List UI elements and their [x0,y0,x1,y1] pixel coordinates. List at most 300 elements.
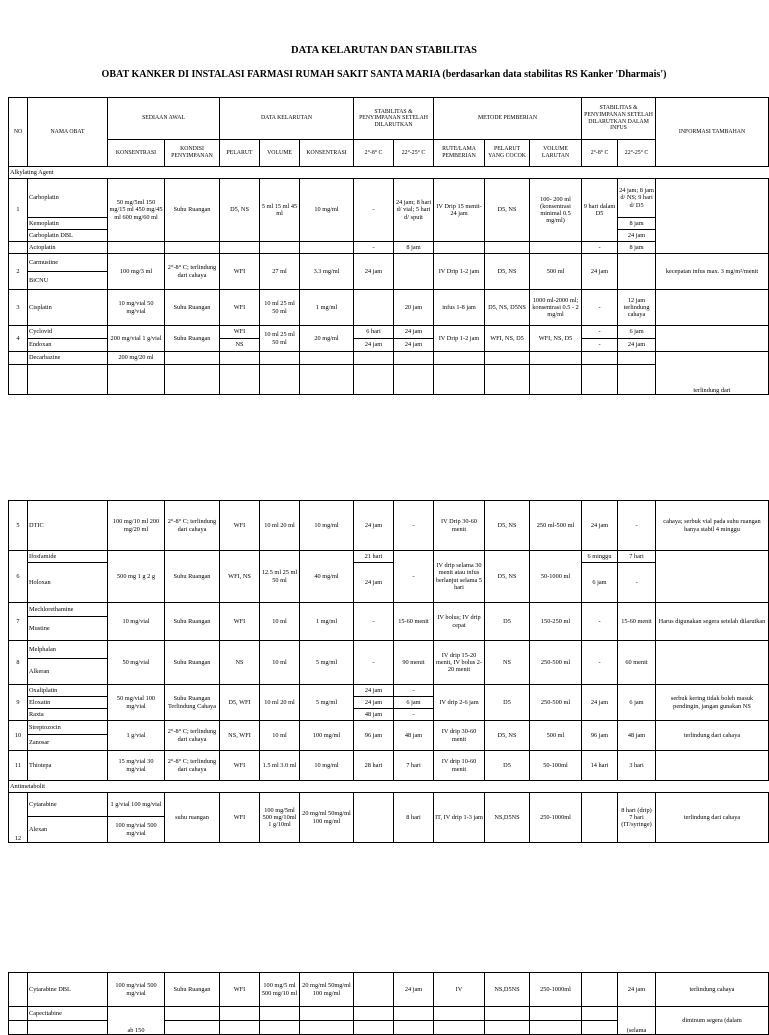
table-cell [220,1021,260,1035]
table-cell [656,551,769,603]
table-cell [9,1021,28,1035]
table-cell [485,1007,530,1021]
table-cell [618,1007,656,1035]
header-sediaan: SEDIAAN AWAL [108,98,220,140]
header-pelarut: PELARUT [220,140,260,167]
table-cell [260,1021,300,1035]
table-cell: 2°-8° C; terlindung dari cahaya [165,721,220,751]
header-temp-cold: 2°-8° C [354,140,394,167]
table-cell: NS [220,641,260,685]
table-cell [354,973,394,1007]
table-cell [434,365,485,395]
table-cell: 24 jam [354,697,394,709]
table-cell: Decarbazine [28,352,108,365]
table-cell: Thiotepa [28,751,108,781]
section-row [9,167,769,179]
table-cell [656,1007,769,1035]
table-cell: 12 [9,793,28,843]
header-kelarutan: DATA KELARUTAN [220,98,354,140]
table-cell: 250 ml-500 ml [530,501,582,551]
header-informasi: INFORMASI TAMBAHAN [656,98,769,167]
table-cell: Actoplatin [28,242,108,254]
table-cell [656,641,769,685]
table-cell [260,365,300,395]
table-cell: terlindung dari cahaya [656,721,769,751]
header-temp-cold-infus: 2°-8° C [582,140,618,167]
table-cell: 6 hari [354,326,394,339]
table-cell: 24 jam [618,973,656,1007]
table-cell: 10 ml [260,603,300,641]
table-cell: 9 hari dalam D5 [582,179,618,242]
table-cell [165,242,220,254]
header-volume: VOLUME [260,140,300,167]
table-cell: 10 ml 25 ml 50 ml [260,326,300,352]
table-cell: 3 [9,290,28,326]
table-cell: 12 jam terlindung cahaya [618,290,656,326]
table-cell: 250-500 ml [530,685,582,721]
table-cell: D5, NS [485,551,530,603]
table-section-3 [8,972,768,1034]
table-cell [530,1007,582,1021]
table-cell [582,793,618,843]
header-konsentrasi-2: KONSENTRASI [300,140,354,167]
table-cell [582,1021,618,1035]
table-cell: 100 mg/10 ml 200 mg/20 ml [108,501,165,551]
table-row [9,685,769,697]
table-cell [530,1021,582,1035]
table-cell: 24 jam [394,973,434,1007]
table-cell [260,352,300,365]
table-cell: Alkeran [28,659,108,685]
table-cell: 15-60 menit [618,603,656,641]
table-cell [530,365,582,395]
table-cell [582,1007,618,1021]
table-cell [656,751,769,781]
table-row [9,793,769,817]
table-cell: 20 jam [394,290,434,326]
table-cell [300,365,354,395]
table-cell: Suhu Ruangan [165,551,220,603]
table-cell: 6 jam [618,685,656,721]
table-cell: 60 menit [618,641,656,685]
table-row [9,751,769,781]
table-cell: WFI [220,973,260,1007]
table-cell: 24 jam [354,563,394,603]
table-cell: - [582,641,618,685]
table-cell [220,365,260,395]
table-cell: 9 [9,685,28,721]
table-row [9,179,769,218]
header-no: NO [9,98,28,167]
table-cell: 24 jam [582,501,618,551]
table-cell: 24 jam [582,685,618,721]
table-cell: 12.5 ml 25 ml 50 ml [260,551,300,603]
table-cell: 20 mg/ml 50mg/ml 100 mg/ml [300,973,354,1007]
table-cell: 96 jam [354,721,394,751]
table-cell: Melphalan [28,641,108,659]
table-cell: Suhu Ruangan Terlindung Cahaya [165,685,220,721]
table-cell: IV drip 30-60 menit [434,721,485,751]
table-cell: 3 hari [618,751,656,781]
table-row [9,551,769,563]
table-cell: 24 jam [354,685,394,697]
table-cell [485,352,530,365]
table-cell [485,1021,530,1035]
table-cell: 100- 200 ml (konsentrasi minimal 0.5 mg/ml) [530,179,582,242]
table-cell: - [618,563,656,603]
table-cell [165,1007,220,1021]
table-cell: 8 hari [394,793,434,843]
table-cell: 10 ml 25 ml 50 ml [260,290,300,326]
header-stabilitas-1: STABILITAS & PENYIMPANAN SETELAH DILARUTKAN [354,98,434,140]
table-cell: 10 mg/ml [300,501,354,551]
table-cell: 8 hari (drip) 7 hari (IT/syringe) [618,793,656,843]
cell-text: ab 150 [127,1026,145,1034]
table-cell: 24 jam [618,339,656,352]
table-cell: 50-100ml [530,751,582,781]
table-cell [108,1007,165,1035]
table-cell: - [582,290,618,326]
table-cell: D5, NS [485,254,530,290]
table-cell: serbuk kering tidak boleh masuk pendingin, jangan gunakan NS [656,685,769,721]
table-cell: IV [434,973,485,1007]
table-cell: 1 [9,179,28,242]
table-cell: 21 hari [354,551,394,563]
table-row [9,242,769,254]
table-cell: 100 mg/3 ml [108,254,165,290]
table-section-1 [8,97,768,394]
table-cell [108,242,165,254]
table-cell: 50 mg/vial 100 mg/vial [108,685,165,721]
table-row [9,290,769,326]
table-cell: 24 jam [394,326,434,339]
table-cell [530,352,582,365]
table-cell: 5 ml 15 ml 45 ml [260,179,300,242]
table-cell: Suhu Ruangan [165,603,220,641]
header-kondisi: KONDISI PENYIMPANAN [165,140,220,167]
table-cell: 11 [9,751,28,781]
table-cell [9,973,28,1007]
header-nama-obat: NAMA OBAT [28,98,108,167]
table-cell: cahaya; serbuk vial pada suhu ruangan hanya stabil 4 minggu [656,501,769,551]
stability-table [8,97,769,395]
table-cell: Oxaliplatin [28,685,108,697]
table-cell: 10 ml [260,721,300,751]
table-cell [300,242,354,254]
table-cell: 6 jam [582,563,618,603]
table-cell: 10 [9,721,28,751]
table-section-2 [8,500,768,872]
table-cell [28,365,108,395]
table-cell: IV drip selama 30 menit atau infus berlanjut selama 5 hari [434,551,485,603]
header-row-1 [9,98,769,140]
stability-table-continued-2 [8,972,769,1035]
header-volume-larutan: VOLUME LARUTAN [530,140,582,167]
table-cell [656,352,769,395]
table-cell [165,352,220,365]
table-cell: NS [220,339,260,352]
table-cell: D5 [485,603,530,641]
table-cell: Holoxan [28,563,108,603]
table-cell [394,352,434,365]
table-cell: Suhu Ruangan [165,973,220,1007]
table-cell: 10 ml 20 ml [260,685,300,721]
table-cell: Suhu Ruangan [165,179,220,242]
header-stabilitas-2: STABILITAS & PENYIMPANAN SETELAH DILARUTKAN DALAM INFUS [582,98,656,140]
table-cell [260,242,300,254]
table-cell [394,254,434,290]
table-cell: 24 jam; 8 hari d/ vial; 5 hari d/ spuit [394,179,434,242]
table-cell [108,365,165,395]
table-cell: D5, NS [220,179,260,242]
table-cell [582,973,618,1007]
table-cell: WFI [220,254,260,290]
table-cell: D5, NS [485,179,530,242]
table-cell [9,1007,28,1021]
table-cell: Zanosar [28,735,108,751]
table-cell: D5, NS [485,501,530,551]
table-cell: 150-250 ml [530,603,582,641]
table-cell: 20 mg/ml [300,326,354,352]
table-cell: 250-500 ml [530,641,582,685]
table-cell: 5 mg/ml [300,685,354,721]
table-cell [656,179,769,254]
cell-text: diminum segera (dalam [682,1016,742,1024]
table-cell: 24 jam [354,501,394,551]
table-cell: 250-1000ml [530,793,582,843]
table-cell: 6 jam [394,697,434,709]
table-cell: 200 mg/20 ml [108,352,165,365]
table-cell: 48 jam [618,721,656,751]
table-cell [354,1007,394,1021]
table-row [9,254,769,272]
table-cell: NS [485,641,530,685]
table-cell: Endoxan [28,339,108,352]
header-temp-room: 22°-25° C [394,140,434,167]
table-cell: 10 mg/vial [108,603,165,641]
table-cell: 50 mg/5ml 150 mg/15 ml 450 mg/45 ml 600 mg/60 ml [108,179,165,242]
header-pelarut-cocok: PELARUT YANG COCOK [485,140,530,167]
table-cell: IV Drip 30-60 menit [434,501,485,551]
table-cell: - [582,326,618,339]
table-row [9,365,769,395]
table-cell [354,1021,394,1035]
table-cell [300,1007,354,1021]
table-cell: 20 mg/ml 50mg/ml 100 mg/ml [300,793,354,843]
table-cell: 500 mg 1 g 2 g [108,551,165,603]
table-row [9,721,769,735]
table-cell: BiCNU [28,272,108,290]
table-cell: 40 mg/ml [300,551,354,603]
table-cell: 100 mg/vial 500 mg/vial [108,973,165,1007]
table-cell [618,254,656,290]
table-cell: Cisplatin [28,290,108,326]
table-cell: - [394,709,434,721]
table-cell: NS,D5NS [485,973,530,1007]
table-cell [434,352,485,365]
table-cell: - [394,685,434,697]
table-cell: 3.3 mg/ml [300,254,354,290]
table-cell: IV Drip 1-2 jam [434,254,485,290]
header-konsentrasi: KONSENTRASI [108,140,165,167]
table-cell: 1.5 ml 3.0 ml [260,751,300,781]
table-cell [394,1007,434,1021]
table-cell: 100 mg/5 ml 500 mg/10 ml [260,973,300,1007]
table-cell: suhu ruangan [165,793,220,843]
table-cell [530,242,582,254]
table-cell [220,242,260,254]
table-cell: Ifosfamide [28,551,108,563]
table-cell: 10 ml [260,641,300,685]
table-cell [485,242,530,254]
table-cell: 1 mg/ml [300,603,354,641]
table-cell: 7 [9,603,28,641]
table-row [9,973,769,1007]
table-cell: 2°-8° C; terlindung dari cahaya [165,751,220,781]
table-cell [582,352,618,365]
table-cell: infus 1-8 jam [434,290,485,326]
table-cell [394,1021,434,1035]
table-cell: Suhu Ruangan [165,326,220,352]
table-cell [354,793,394,843]
table-row [9,501,769,551]
document-subtitle: OBAT KANKER DI INSTALASI FARMASI RUMAH SAKIT SANTA MARIA (berdasarkan data stabilitas RS Kanker 'Dharmais') [101,69,667,80]
stability-table-continued [8,500,769,843]
table-cell: 6 minggu [582,551,618,563]
table-cell [394,365,434,395]
table-cell: Cyclovid [28,326,108,339]
table-cell: 10 mg/ml [300,751,354,781]
table-cell: IT, IV drip 1-3 jam [434,793,485,843]
table-cell: - [582,242,618,254]
table-cell: - [354,641,394,685]
table-cell: 8 jam [394,242,434,254]
table-cell: WFI, NS, D5 [530,326,582,352]
table-cell [220,352,260,365]
table-cell: terlindung cahaya [656,973,769,1007]
table-cell: kecepatan infus max. 3 mg/m²/menit [656,254,769,290]
header-temp-room-infus: 22°-25° C [618,140,656,167]
table-cell: 10 ml 20 ml [260,501,300,551]
table-cell: IV drip 2-6 jam [434,685,485,721]
section-label: Alkylating Agent [9,167,769,179]
table-cell [220,1007,260,1021]
table-cell: - [618,501,656,551]
table-cell: 4 [9,326,28,352]
table-cell: 8 jam [618,218,656,230]
table-cell [300,1021,354,1035]
table-cell: 24 jam; 8 jam d/ NS; 9 hari d/ D5 [618,179,656,218]
table-cell: 6 jam [618,326,656,339]
table-cell: 24 jam [354,339,394,352]
table-cell: NS,D5NS [485,793,530,843]
table-cell: 1 g/vial [108,721,165,751]
table-cell: 1 mg/ml [300,290,354,326]
table-cell: - [354,603,394,641]
table-cell [656,290,769,326]
table-cell: 250-1000ml [530,973,582,1007]
table-cell: terlindung dari cahaya [656,793,769,843]
table-cell: D5, NS [485,721,530,751]
table-cell: 28 hari [354,751,394,781]
table-cell: Suhu Ruangan [165,641,220,685]
table-row [9,641,769,659]
table-cell: 500 ml [530,721,582,751]
document-title: DATA KELARUTAN DAN STABILITAS [290,45,478,56]
table-cell [354,352,394,365]
table-cell: WFI [220,603,260,641]
table-cell: 5 [9,501,28,551]
table-cell: 6 [9,551,28,603]
table-cell: D5, WFI [220,685,260,721]
header-rute: RUTE/LAMA PEMBERIAN [434,140,485,167]
table-cell: 2 [9,254,28,290]
table-cell: WFI, NS, D5 [485,326,530,352]
table-cell: Carboplatin [28,179,108,218]
table-row [9,1007,769,1021]
table-cell: 100 mg/ml [300,721,354,751]
table-cell: D5, NS, D5NS [485,290,530,326]
table-cell [582,365,618,395]
section-row [9,781,769,793]
table-cell [354,290,394,326]
table-cell: 24 jam [394,339,434,352]
table-cell: 1 g/vial 100 mg/vial [108,793,165,817]
table-cell: 96 jam [582,721,618,751]
table-cell: Streptozocin [28,721,108,735]
table-cell: 27 ml [260,254,300,290]
section-label: Antimetabolit [9,781,769,793]
header-metode: METODE PEMBERIAN [434,98,582,140]
table-cell: 8 jam [618,242,656,254]
table-cell [165,1021,220,1035]
table-cell: 48 jam [354,709,394,721]
table-cell: Suhu Ruangan [165,290,220,326]
table-cell: - [582,339,618,352]
table-cell: 48 jam [394,721,434,751]
table-cell: Eloxatin [28,697,108,709]
table-cell [434,242,485,254]
table-cell: D5 [485,751,530,781]
table-cell: WFI [220,793,260,843]
table-cell: Alexan [28,817,108,843]
table-cell: 100 mg/vial 500 mg/vial [108,817,165,843]
table-cell: 15-60 menit [394,603,434,641]
table-cell [260,1007,300,1021]
table-cell [434,1007,485,1021]
table-cell: - [394,551,434,603]
table-cell: - [354,179,394,242]
table-cell [28,1021,108,1035]
table-cell: 7 hari [394,751,434,781]
table-cell: WFI [220,326,260,339]
table-cell: 24 jam [618,230,656,242]
table-cell [9,352,28,365]
table-cell: 2°-8° C; terlindung dari cahaya [165,254,220,290]
table-cell: 10 mg/vial 50 mg/vial [108,290,165,326]
table-cell: 200 mg/vial 1 g/vial [108,326,165,352]
header-row-2 [9,140,769,167]
cell-text: (selama [626,1026,647,1034]
table-cell [618,352,656,365]
table-cell [656,326,769,352]
table-cell: - [354,242,394,254]
table-cell: Mechlorethamine [28,603,108,617]
table-cell: WFI, NS [220,551,260,603]
table-cell: IV drip 10-60 menit [434,751,485,781]
table-cell [300,352,354,365]
table-cell: 2°-8° C; terlindung dari cahaya [165,501,220,551]
